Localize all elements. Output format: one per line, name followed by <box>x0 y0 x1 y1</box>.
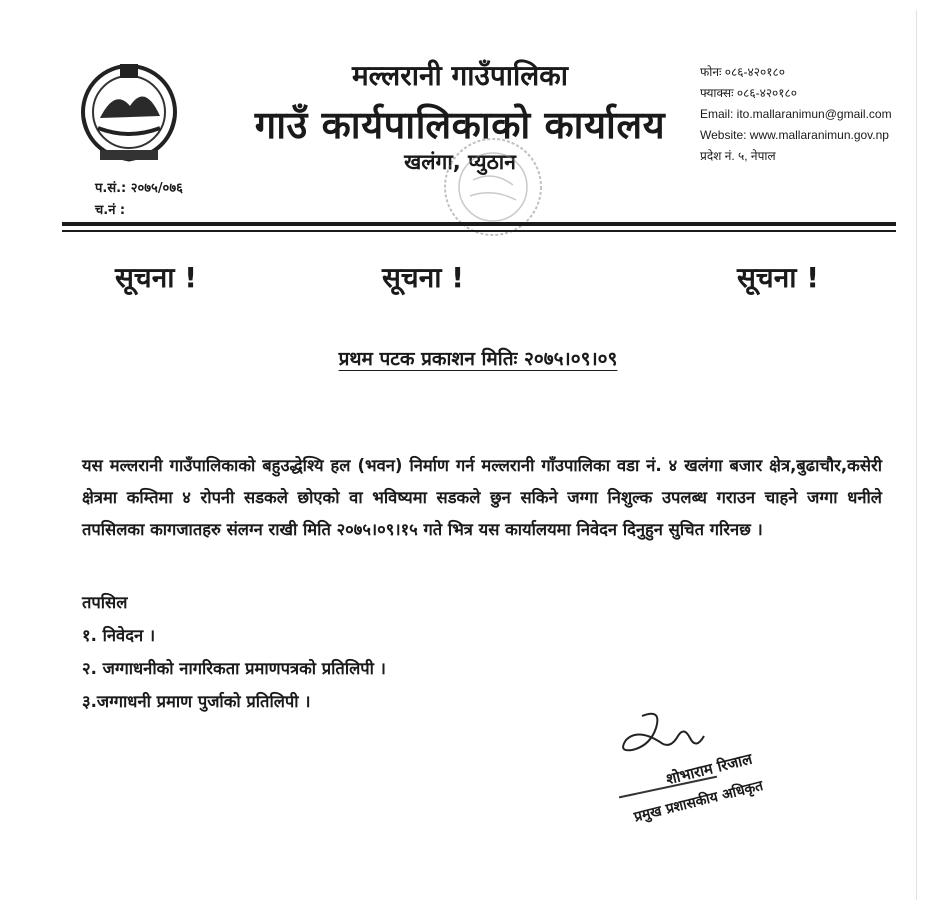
dispatch-number: च.नं : <box>95 203 126 218</box>
signatory-title: प्रमुख प्रशासकीय अधिकृत <box>632 777 765 826</box>
header-divider-thin <box>62 230 896 232</box>
notice-heading-left: सूचना ! <box>115 261 198 294</box>
municipality-name: मल्लरानी गाउँपालिका <box>351 59 569 92</box>
list-item: ३.जग्गाधनी प्रमाण पुर्जाको प्रतिलिपी । <box>82 692 311 711</box>
attachment-list <box>82 586 386 718</box>
office-seal-stamp <box>428 130 558 245</box>
letter-number: प.सं.: २०७५/०७६ <box>95 181 183 196</box>
list-heading: तपसिल <box>82 593 128 612</box>
header-divider <box>62 222 896 226</box>
fax-number: फ्याक्सः ०८६-४२०१८० <box>700 86 798 100</box>
email-address: Email: ito.mallaranimun@gmail.com <box>700 107 892 121</box>
office-location: खलंगा, प्युठान <box>404 150 516 174</box>
province-label: प्रदेश नं. ५, नेपाल <box>700 149 776 163</box>
list-item: १. निवेदन । <box>82 626 156 645</box>
scan-edge <box>916 10 917 900</box>
reference-block <box>95 178 183 222</box>
publication-date: प्रथम पटक प्रकाशन मितिः २०७५।०९।०९ <box>338 348 618 370</box>
notice-body: यस मल्लरानी गाउँपालिकाको बहुउद्धेश्यि हल (भवन) निर्माण गर्न मल्लरानी गाँउपालिका वडा नं. ४ खलंगा बजार क्षेत्र,बुढाचौर,कसेरी क्षेत्रमा कम्तिमा ४ रोपनी सडकले छोएको वा भविष्यमा सडकले छुन सकिने जग्गा निशुल्क उपलब्ध गराउन चाहने जग्गा धनीले तपसिलका कागजातहरु संलग्न राखी मिति २०७५।०९।१५ गते भित्र यस कार्यालयमा निवेदन दिनुहुन सुचित गरिनछ । <box>82 456 882 539</box>
signatory-name: शोभाराम रिजाल <box>664 749 754 789</box>
website-address: Website: www.mallaranimun.gov.np <box>700 128 889 142</box>
government-emblem-icon <box>70 58 188 166</box>
list-item: २. जग्गाधनीको नागरिकता प्रमाणपत्रको प्रतिलिपी । <box>82 659 386 678</box>
notice-heading-right: सूचना ! <box>737 261 820 294</box>
phone-number: फोनः ०८६-४२०१८० <box>700 65 785 79</box>
contact-block <box>700 62 930 167</box>
notice-heading-center: सूचना ! <box>382 261 465 294</box>
office-title: गाउँ कार्यपालिकाको कार्यालय <box>254 103 666 147</box>
